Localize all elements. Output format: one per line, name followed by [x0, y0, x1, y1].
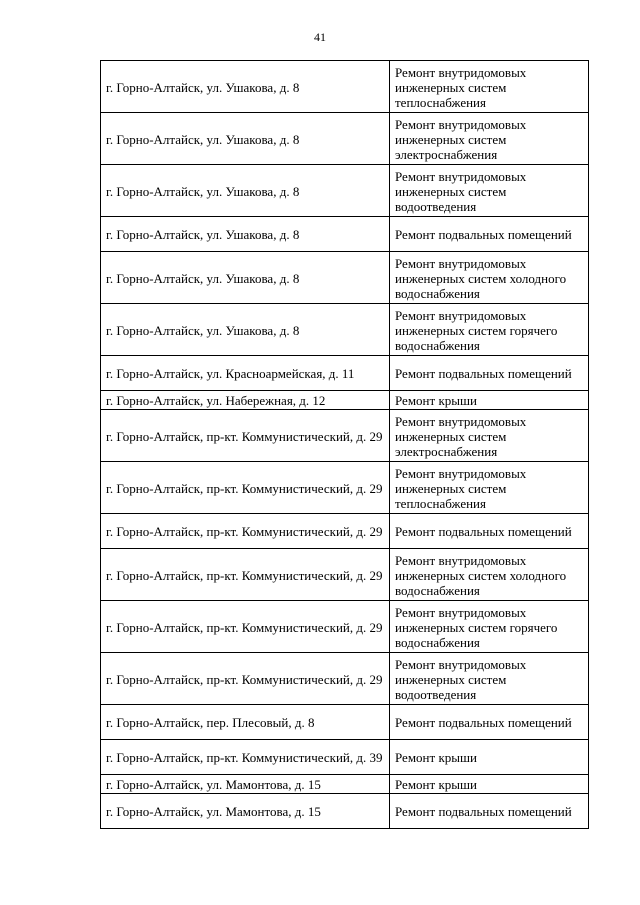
page-number: 41: [314, 30, 326, 44]
work-cell: Ремонт внутридомовых инженерных систем водоотведения: [390, 653, 589, 705]
address-cell: г. Горно-Алтайск, ул. Красноармейская, д. 11: [101, 356, 390, 391]
work-cell: Ремонт подвальных помещений: [390, 794, 589, 829]
table-row: [101, 653, 589, 705]
address-cell: г. Горно-Алтайск, пр-кт. Коммунистический, д. 29: [101, 653, 390, 705]
table-row: [101, 113, 589, 165]
table-row: [101, 391, 589, 410]
work-cell: Ремонт подвальных помещений: [390, 217, 589, 252]
table-row: [101, 356, 589, 391]
table-row: [101, 410, 589, 462]
address-cell: г. Горно-Алтайск, пр-кт. Коммунистический, д. 29: [101, 514, 390, 549]
work-cell: Ремонт внутридомовых инженерных систем холодного водоснабжения: [390, 252, 589, 304]
address-cell: г. Горно-Алтайск, ул. Ушакова, д. 8: [101, 113, 390, 165]
table-row: [101, 304, 589, 356]
address-cell: г. Горно-Алтайск, пр-кт. Коммунистический, д. 29: [101, 601, 390, 653]
work-cell: Ремонт подвальных помещений: [390, 705, 589, 740]
table-row: [101, 217, 589, 252]
work-cell: Ремонт внутридомовых инженерных систем горячего водоснабжения: [390, 601, 589, 653]
table-row: [101, 252, 589, 304]
work-cell: Ремонт внутридомовых инженерных систем холодного водоснабжения: [390, 549, 589, 601]
address-cell: г. Горно-Алтайск, ул. Ушакова, д. 8: [101, 61, 390, 113]
table-row: [101, 740, 589, 775]
table-row: [101, 514, 589, 549]
address-cell: г. Горно-Алтайск, ул. Мамонтова, д. 15: [101, 775, 390, 794]
address-cell: г. Горно-Алтайск, ул. Ушакова, д. 8: [101, 217, 390, 252]
work-cell: Ремонт внутридомовых инженерных систем горячего водоснабжения: [390, 304, 589, 356]
work-cell: Ремонт подвальных помещений: [390, 356, 589, 391]
table-row: [101, 61, 589, 113]
work-cell: Ремонт подвальных помещений: [390, 514, 589, 549]
work-cell: Ремонт внутридомовых инженерных систем электроснабжения: [390, 410, 589, 462]
table-row: [101, 794, 589, 829]
table-row: [101, 601, 589, 653]
address-cell: г. Горно-Алтайск, ул. Мамонтова, д. 15: [101, 794, 390, 829]
address-cell: г. Горно-Алтайск, пр-кт. Коммунистический, д. 39: [101, 740, 390, 775]
address-cell: г. Горно-Алтайск, пер. Плесовый, д. 8: [101, 705, 390, 740]
address-cell: г. Горно-Алтайск, ул. Ушакова, д. 8: [101, 165, 390, 217]
address-cell: г. Горно-Алтайск, пр-кт. Коммунистический, д. 29: [101, 549, 390, 601]
address-cell: г. Горно-Алтайск, ул. Ушакова, д. 8: [101, 304, 390, 356]
work-cell: Ремонт крыши: [390, 391, 589, 410]
address-cell: г. Горно-Алтайск, пр-кт. Коммунистический, д. 29: [101, 462, 390, 514]
table-row: [101, 462, 589, 514]
table-row: [101, 705, 589, 740]
works-table: [100, 60, 589, 829]
work-cell: Ремонт внутридомовых инженерных систем теплоснабжения: [390, 61, 589, 113]
work-cell: Ремонт крыши: [390, 775, 589, 794]
work-cell: Ремонт внутридомовых инженерных систем водоотведения: [390, 165, 589, 217]
address-cell: г. Горно-Алтайск, ул. Набережная, д. 12: [101, 391, 390, 410]
work-cell: Ремонт внутридомовых инженерных систем теплоснабжения: [390, 462, 589, 514]
address-cell: г. Горно-Алтайск, ул. Ушакова, д. 8: [101, 252, 390, 304]
table-row: [101, 775, 589, 794]
table-row: [101, 165, 589, 217]
work-cell: Ремонт внутридомовых инженерных систем электроснабжения: [390, 113, 589, 165]
table-row: [101, 549, 589, 601]
address-cell: г. Горно-Алтайск, пр-кт. Коммунистический, д. 29: [101, 410, 390, 462]
work-cell: Ремонт крыши: [390, 740, 589, 775]
